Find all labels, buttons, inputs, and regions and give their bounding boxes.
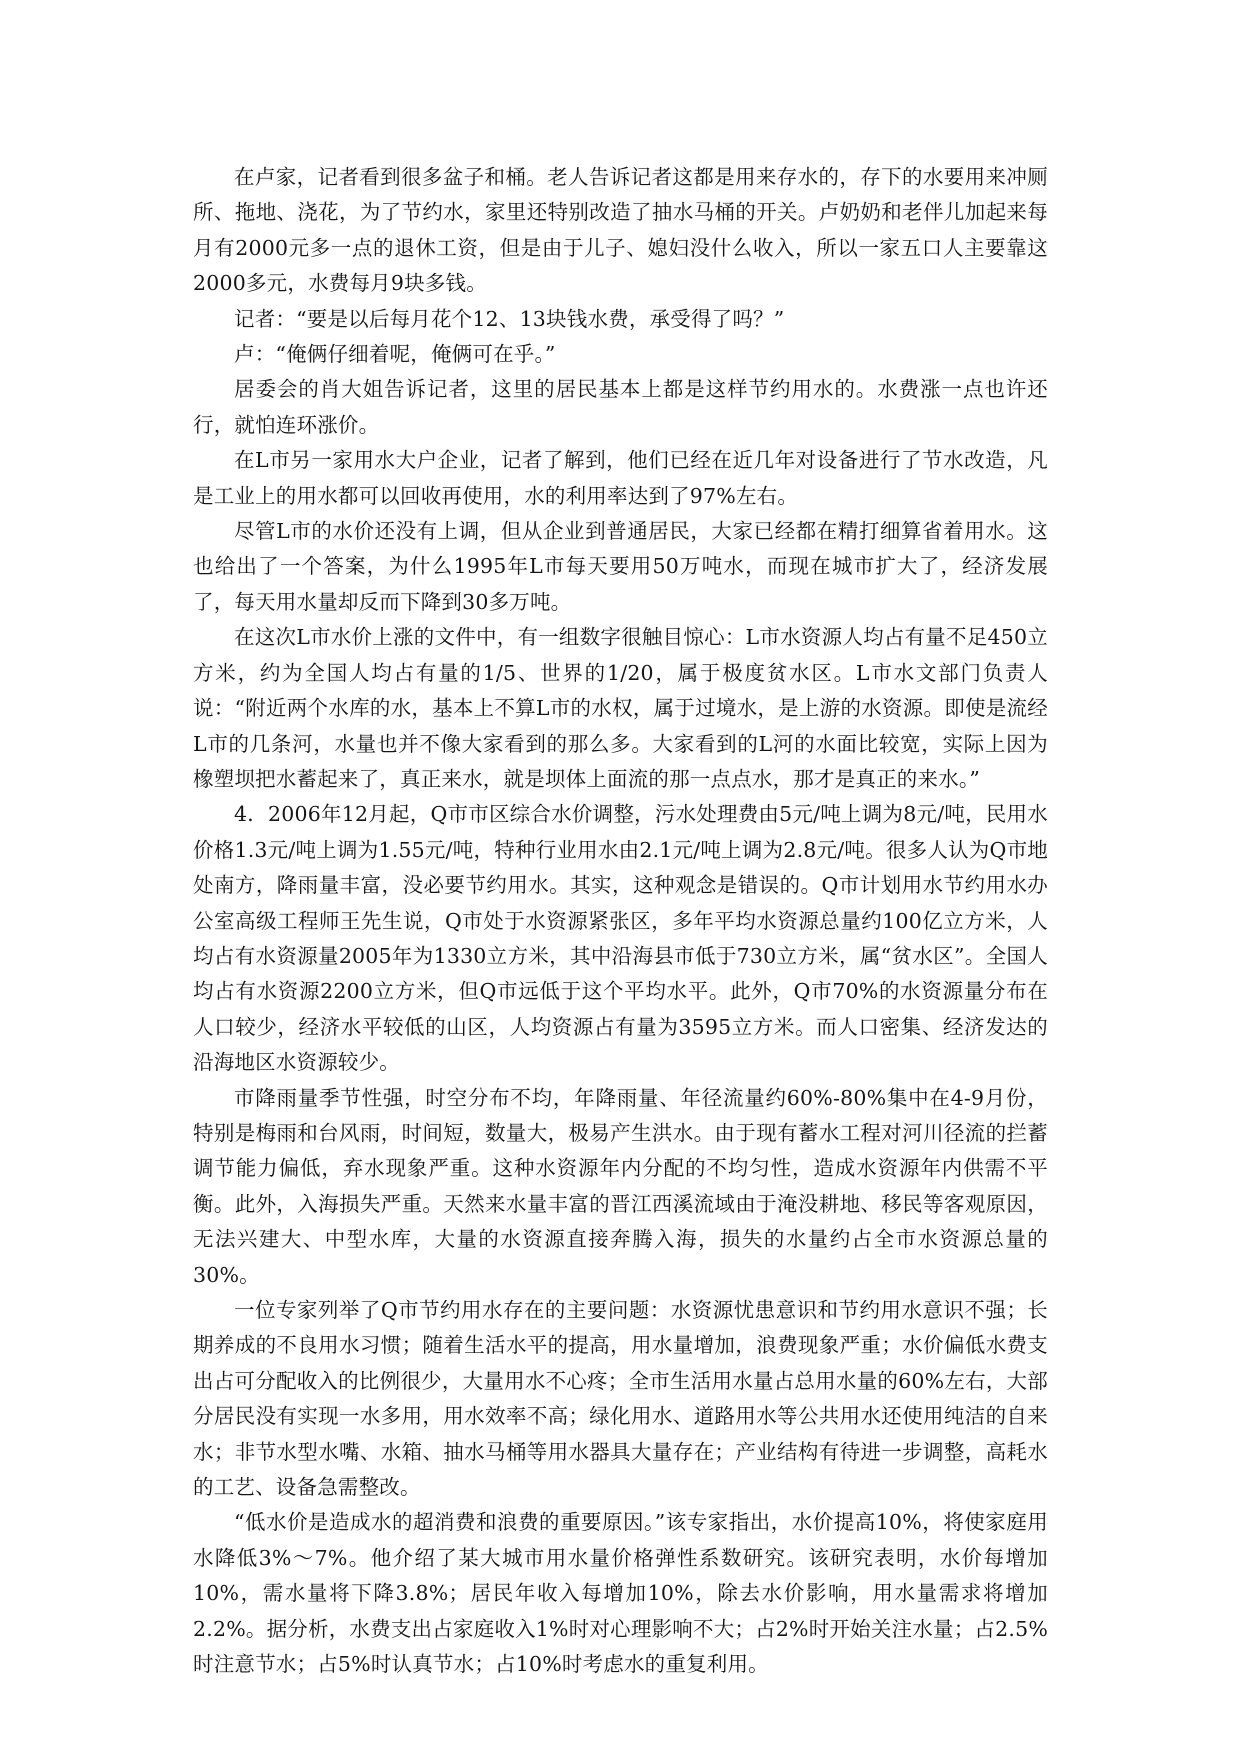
paragraph-enterprise-water-saving: 在L市另一家用水大户企业，记者了解到，他们已经在近几年对设备进行了节水改造，凡是工业上的用水都可以回收再使用，水的利用率达到了97%左右。	[193, 448, 1048, 508]
paragraph-expert-problems: 一位专家列举了Q市节约用水存在的主要问题：水资源忧患意识和节约用水意识不强；长期养成的不良用水习惯；随着生活水平的提高，用水量增加，浪费现象严重；水价偏低水费支出占可分配收入的比例很少，大量用水不心疼；全市生活用水量占总用水量的60%左右，大部分居民没有实现一水多用，用水效率不高；绿化用水、道路用水等公共用水还使用纯洁的自来水；非节水型水嘴、水箱、抽水马桶等用水器具大量存在；产业结构有待进一步调整，高耗水的工艺、设备急需整改。	[193, 1298, 1048, 1500]
paragraph-water-usage-decline: 尽管L市的水价还没有上调，但从企业到普通居民，大家已经都在精打细算省着用水。这也给出了一个答案，为什么1995年L市每天要用50万吨水，而现在城市扩大了，经济发展了，每天用水量却反而下降到30多万吨。	[193, 519, 1048, 614]
paragraph-neighborhood-committee: 居委会的肖大姐告诉记者，这里的居民基本上都是这样节约用水的。水费涨一点也许还行，就怕连环涨价。	[193, 377, 1048, 437]
paragraph-reporter-question: 记者：“要是以后每月花个12、13块钱水费，承受得了吗？”	[234, 306, 785, 331]
paragraph-water-scarcity-figures: 在这次L市水价上涨的文件中，有一组数字很触目惊心：L市水资源人均占有量不足450立方米，约为全国人均占有量的1/5、世界的1/20，属于极度贫水区。L市水文部门负责人说：“附近两个水库的水，基本上不算L市的水权，属于过境水，是上游的水资源。即使是流经L市的几条河，水量也并不像大家看到的那么多。大家看到的L河的水面比较宽，实际上因为橡塑坝把水蓄起来了，真正来水，就是坝体上面流的那一点点水，那才是真正的来水。”	[193, 625, 1048, 791]
paragraph-price-elasticity: “低水价是造成水的超消费和浪费的重要原因。”该专家指出，水价提高10%，将使家庭用水降低3%～7%。他介绍了某大城市用水量价格弹性系数研究。该研究表明，水价每增加10%，需水量将下降3.8%；居民年收入每增加10%，除去水价影响，用水量需求将增加2.2%。据分析，水费支出占家庭收入1%时对心理影响不大；占2%时开始关注水量；占2.5%时注意节水；占5%时认真节水；占10%时考虑水的重复利用。	[193, 1510, 1048, 1677]
paragraph-lu-family: 在卢家，记者看到很多盆子和桶。老人告诉记者这都是用来存水的，存下的水要用来冲厕所、拖地、浇花，为了节约水，家里还特别改造了抽水马桶的开关。卢奶奶和老伴儿加起来每月有2000元多一点的退休工资，但是由于儿子、媳妇没什么收入，所以一家五口人主要靠这2000多元，水费每月9块多钱。	[193, 165, 1048, 296]
paragraph-lu-answer: 卢：“俺俩仔细着呢，俺俩可在乎。”	[234, 342, 556, 367]
paragraph-seasonal-rainfall: 市降雨量季节性强，时空分布不均，年降雨量、年径流量约60%-80%集中在4-9月份，特别是梅雨和台风雨，时间短，数量大，极易产生洪水。由于现有蓄水工程对河川径流的拦蓄调节能力偏低，弃水现象严重。这种水资源年内分配的不均匀性，造成水资源年内供需不平衡。此外，入海损失严重。天然来水量丰富的晋江西溪流域由于淹没耕地、移民等客观原因，无法兴建大、中型水库，大量的水资源直接奔腾入海，损失的水量约占全市水资源总量的30%。	[193, 1085, 1048, 1287]
document-body	[193, 160, 1048, 1682]
paragraph-q-city-price-adjustment: 4．2006年12月起，Q市市区综合水价调整，污水处理费由5元/吨上调为8元/吨，民用水价格1.3元/吨上调为1.55元/吨，特种行业用水由2.1元/吨上调为2.8元/吨。很多人认为Q市地处南方，降雨量丰富，没必要节约用水。其实，这种观念是错误的。Q市计划用水节约用水办公室高级工程师王先生说，Q市处于水资源紧张区，多年平均水资源总量约100亿立方米，人均占有水资源量2005年为1330立方米，其中沿海县市低于730立方米，属“贫水区”。全国人均占有水资源2200立方米，但Q市远低于这个平均水平。此外，Q市70%的水资源量分布在人口较少，经济水平较低的山区，人均资源占有量为3595立方米。而人口密集、经济发达的沿海地区水资源较少。	[193, 802, 1048, 1075]
